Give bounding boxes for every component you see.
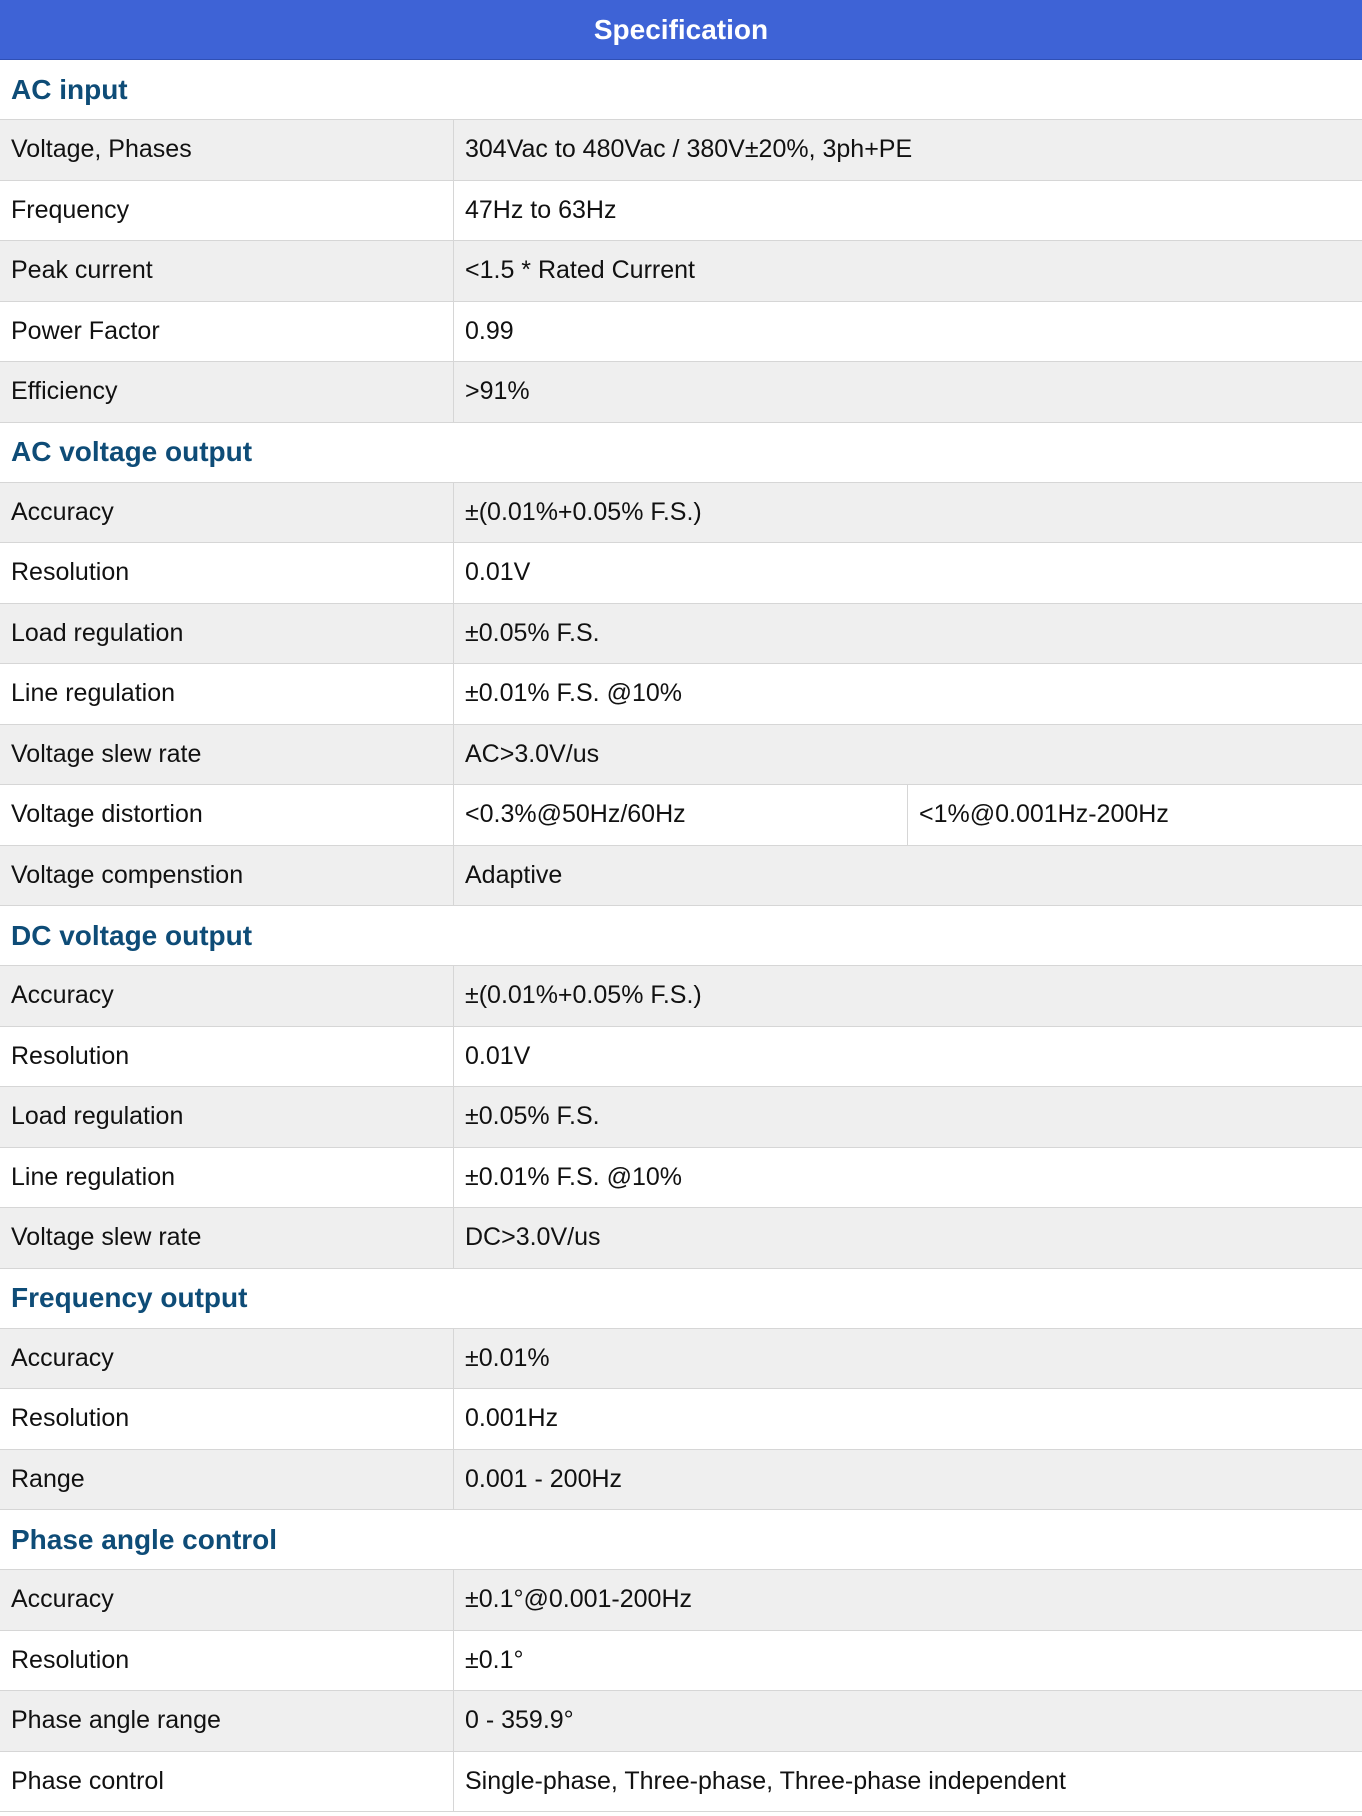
section-title: DC voltage output	[0, 906, 1362, 966]
table-row	[0, 302, 1362, 363]
spec-label: Load regulation	[0, 1087, 454, 1147]
spec-label: Resolution	[0, 1389, 454, 1449]
spec-value: ±(0.01%+0.05% F.S.)	[465, 497, 702, 526]
table-row	[0, 966, 1362, 1027]
spec-label: Line regulation	[0, 664, 454, 724]
table-row	[0, 725, 1362, 786]
spec-label: Range	[0, 1450, 454, 1510]
spec-label: Voltage compenstion	[0, 846, 454, 906]
spec-value: AC>3.0V/us	[465, 739, 600, 768]
spec-label: Resolution	[0, 1027, 454, 1087]
spec-label: Resolution	[0, 543, 454, 603]
spec-label: Phase angle range	[0, 1691, 454, 1751]
section-title: AC voltage output	[0, 423, 1362, 483]
spec-label: Phase control	[0, 1752, 454, 1812]
spec-value: 0 - 359.9°	[465, 1706, 574, 1735]
table-row	[0, 1208, 1362, 1269]
spec-value: ±0.1°	[465, 1645, 524, 1674]
table-row	[0, 664, 1362, 725]
table-row	[0, 1389, 1362, 1450]
section-title: Phase angle control	[0, 1510, 1362, 1570]
spec-value: 0.001 - 200Hz	[465, 1464, 623, 1493]
spec-label: Voltage distortion	[0, 785, 454, 845]
table-row	[0, 543, 1362, 604]
spec-value: ±0.01%	[465, 1343, 550, 1372]
table-row	[0, 1691, 1362, 1752]
spec-value: 304Vac to 480Vac / 380V±20%, 3ph+PE	[465, 135, 913, 164]
spec-value: ±0.05% F.S.	[465, 618, 600, 647]
table-row	[0, 1570, 1362, 1631]
section-title: AC input	[0, 60, 1362, 120]
spec-value: 0.99	[465, 316, 514, 345]
table-row	[0, 1087, 1362, 1148]
spec-label: Frequency	[0, 181, 454, 241]
table-row	[0, 1631, 1362, 1692]
table-title: Specification	[0, 0, 1362, 60]
table-row	[0, 1027, 1362, 1088]
table-row	[0, 1148, 1362, 1209]
spec-label: Accuracy	[0, 1329, 454, 1389]
spec-value: >91%	[465, 377, 530, 406]
table-row	[0, 604, 1362, 665]
table-row	[0, 846, 1362, 907]
table-row	[0, 1329, 1362, 1390]
spec-label: Peak current	[0, 241, 454, 301]
spec-label: Accuracy	[0, 1570, 454, 1630]
spec-label: Accuracy	[0, 966, 454, 1026]
spec-label: Resolution	[0, 1631, 454, 1691]
spec-label: Voltage, Phases	[0, 120, 454, 180]
spec-value: 0.01V	[465, 1041, 531, 1070]
spec-label: Accuracy	[0, 483, 454, 543]
spec-value: DC>3.0V/us	[465, 1223, 601, 1252]
spec-label: Line regulation	[0, 1148, 454, 1208]
spec-label: Voltage slew rate	[0, 1208, 454, 1268]
table-row	[0, 241, 1362, 302]
spec-value: ±0.01% F.S. @10%	[465, 1162, 682, 1191]
section-title: Frequency output	[0, 1269, 1362, 1329]
spec-value: ±0.1°@0.001-200Hz	[465, 1585, 693, 1614]
table-row	[0, 483, 1362, 544]
spec-label: Load regulation	[0, 604, 454, 664]
table-row	[0, 362, 1362, 423]
table-row	[0, 120, 1362, 181]
spec-label: Voltage slew rate	[0, 725, 454, 785]
spec-value: ±(0.01%+0.05% F.S.)	[465, 981, 702, 1010]
table-row	[0, 1752, 1362, 1813]
table-row	[0, 1450, 1362, 1511]
spec-value: 47Hz to 63Hz	[465, 195, 617, 224]
spec-value: <1%@0.001Hz-200Hz	[919, 800, 1169, 829]
spec-value: <0.3%@50Hz/60Hz	[454, 785, 908, 845]
spec-value: 0.01V	[465, 558, 531, 587]
table-row	[0, 785, 1362, 846]
spec-value: 0.001Hz	[465, 1404, 559, 1433]
spec-value: ±0.05% F.S.	[465, 1102, 600, 1131]
spec-value: Single-phase, Three-phase, Three-phase independent	[465, 1766, 1066, 1795]
spec-label: Efficiency	[0, 362, 454, 422]
table-row	[0, 181, 1362, 242]
spec-sections	[0, 60, 1362, 1812]
spec-label: Power Factor	[0, 302, 454, 362]
spec-value: <1.5 * Rated Current	[465, 256, 695, 285]
spec-value: ±0.01% F.S. @10%	[465, 679, 682, 708]
spec-value: Adaptive	[465, 860, 563, 889]
